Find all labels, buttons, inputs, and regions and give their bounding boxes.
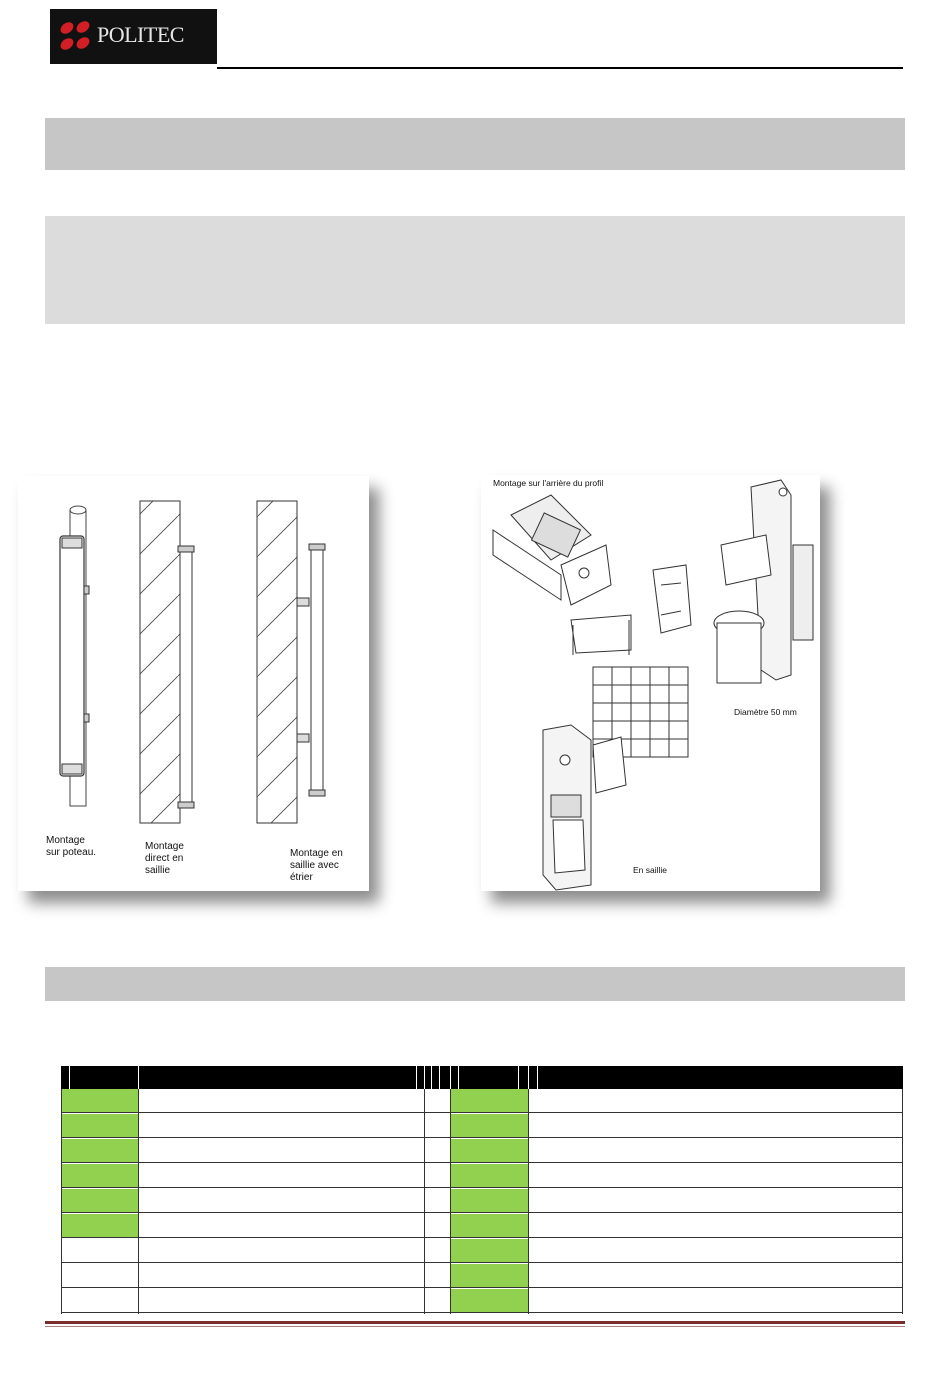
table-cell [424,1239,450,1263]
table-row [61,1139,903,1164]
mounting-figure-left [18,476,369,891]
data-table [61,1066,903,1312]
table-grid-line [138,1089,139,1314]
table-cell [528,1089,903,1113]
table-cell [528,1164,903,1188]
table-row [61,1114,903,1139]
section-header-band-2 [45,967,905,1001]
table-cell [424,1289,450,1313]
table-row [61,1164,903,1189]
table-cell [450,1164,528,1188]
table-cell [450,1189,528,1213]
table-row [61,1289,903,1314]
header-rule [217,67,903,69]
pole-mount-drawing [60,506,89,806]
caption-projecting: En saillie [633,865,668,875]
logo-mark-icon [58,19,94,53]
table-cell [450,1264,528,1288]
section-header-band [45,118,905,170]
table-cell [138,1214,424,1238]
table-cell [61,1089,138,1113]
table-cell [424,1164,450,1188]
table-cell [61,1164,138,1188]
footer-rule-thin [45,1326,905,1327]
table-row [61,1089,903,1114]
table-cell [424,1189,450,1213]
table-cell [450,1114,528,1138]
table-cell [424,1139,450,1163]
table-cell [138,1164,424,1188]
table-cell [528,1239,903,1263]
table-cell [138,1264,424,1288]
caption-direct-mount: Montage direct en saillie [145,841,184,876]
table-row [61,1239,903,1264]
table-header-row [61,1066,903,1089]
politec-logo [50,9,217,64]
table-row [61,1264,903,1289]
table-row [61,1214,903,1239]
table-cell [424,1089,450,1113]
table-cell [450,1089,528,1113]
table-cell [528,1289,903,1313]
table-grid-line [450,1089,451,1314]
table-cell [450,1139,528,1163]
caption-diameter: Diamètre 50 mm [734,707,797,717]
brand-name: POLITEC [97,22,184,47]
table-cell [61,1139,138,1163]
direct-wall-mount-drawing [140,501,194,823]
table-cell [528,1264,903,1288]
table-cell [424,1264,450,1288]
caption-back-mount: Montage sur l'arrière du profil [493,478,604,488]
table-cell [138,1289,424,1313]
footer-rule [45,1321,905,1324]
table-grid-line [424,1089,425,1314]
table-cell [528,1189,903,1213]
caption-bracket-mount: Montage en saillie avec étrier [290,848,343,883]
table-cell [450,1214,528,1238]
table-cell [138,1189,424,1213]
table-cell [138,1239,424,1263]
caption-pole-mount: Montage sur poteau. [46,835,97,858]
table-cell [528,1139,903,1163]
table-cell [61,1289,138,1313]
table-cell [61,1264,138,1288]
table-grid-line [902,1089,903,1314]
table-cell [138,1139,424,1163]
table-cell [61,1114,138,1138]
table-cell [61,1239,138,1263]
table-cell [61,1214,138,1238]
table-cell [424,1214,450,1238]
bracket-exploded-drawings [481,475,820,891]
table-grid-line [61,1089,62,1314]
table-cell [450,1289,528,1313]
table-cell [138,1114,424,1138]
text-box-band [45,216,905,324]
table-cell [138,1089,424,1113]
table-cell [528,1214,903,1238]
table-grid-line [528,1089,529,1314]
bracket-wall-mount-drawing [257,501,325,823]
table-cell [450,1239,528,1263]
table-cell [528,1114,903,1138]
mounting-figure-right [481,475,820,891]
table-row [61,1189,903,1214]
table-cell [424,1114,450,1138]
mounting-drawings [18,476,369,891]
table-cell [61,1189,138,1213]
